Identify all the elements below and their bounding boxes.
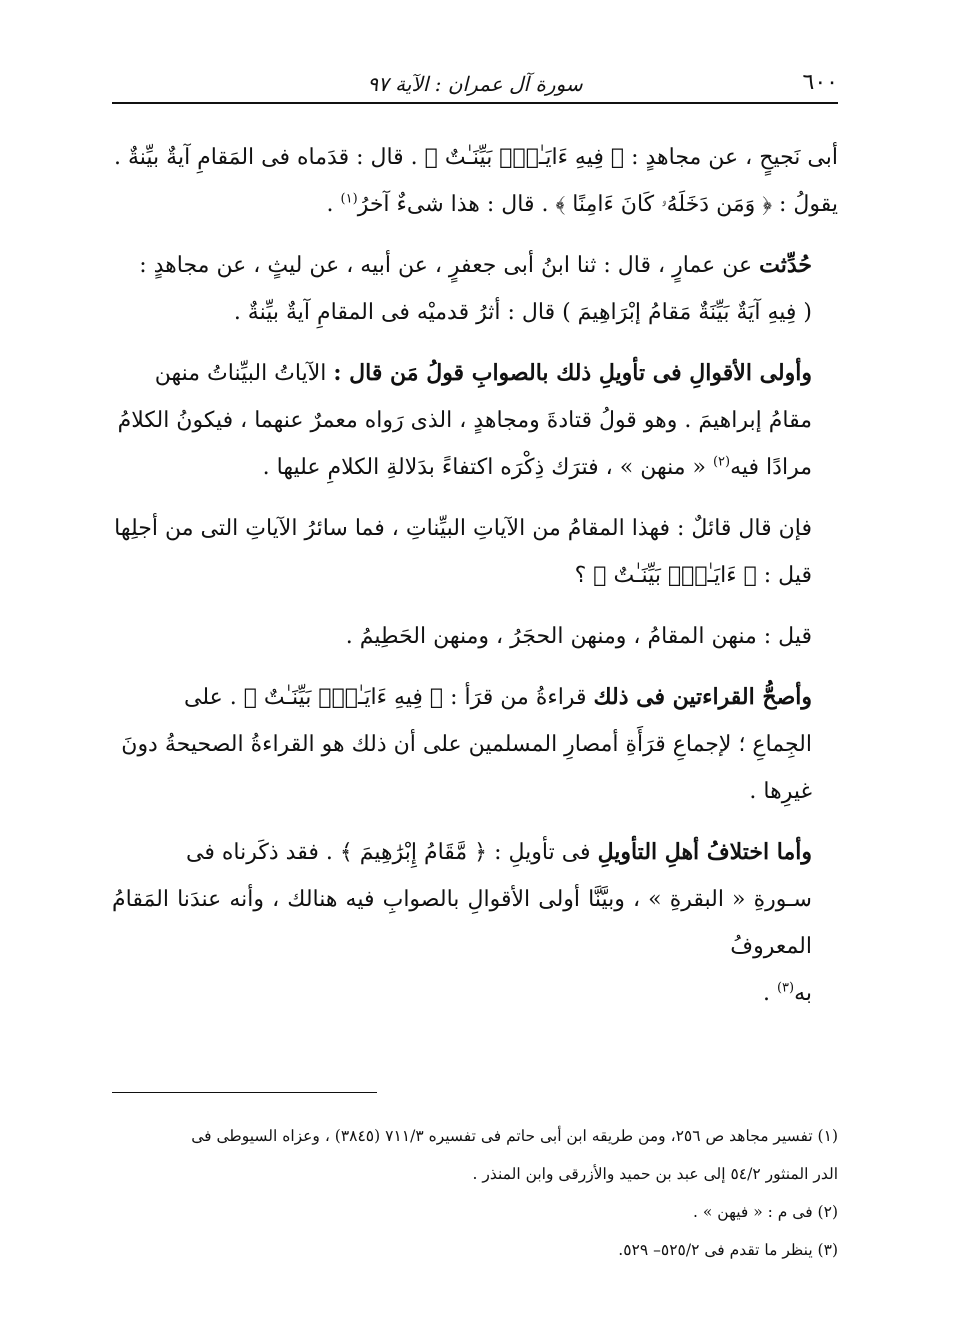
bold-lead: وأصحُّ القراءتين فى ذلك — [593, 684, 812, 710]
footnote-separator — [112, 1092, 377, 1093]
paragraph-5 — [112, 613, 838, 660]
footnote-3: (٣) ينظر ما تقدم فى ٥٢٥/٢– ٥٢٩. — [618, 1241, 838, 1259]
running-title: سورة آل عمران : الآية ٩٧ — [367, 72, 583, 96]
footnote-marker-2: (٢) — [712, 454, 731, 470]
text-line: مقامُ إبراهيمَ . وهو قولُ قتادةَ ومجاهدٍ ، الذى رَواه معمرٌ عنهما ، فيكونُ الكلامُ — [117, 408, 812, 433]
text-line: قراءةُ من قرَأ : ﴿ فِيهِ ءَايَـٰتٌۢ بَيِّنَـٰتٌ ﴾ . على — [184, 685, 594, 710]
text-line: أبى نَجيحٍ ، عن مجاهدٍ : ﴿ فِيهِ ءَايَـٰتٌۢ بَيِّنَـٰتٌ ﴾ . قال : قدَماه فى المَقامِ آيةٌ بيِّنةٌ . — [113, 145, 838, 170]
text-line: فإن قال قائلٌ : فهذا المقامُ من الآياتِ البيِّناتِ ، فما سائرُ الآياتِ التى من أجلِها — [114, 516, 812, 541]
page-header — [112, 62, 838, 104]
paragraph-2 — [112, 242, 838, 336]
text-line: « منهن » ، فترَك ذِكْرَه اكتفاءً بدَلالةِ الكلامِ عليها . — [262, 455, 713, 480]
footnote-2: (٢) فى م : « فيهن » . — [693, 1203, 838, 1221]
text-line: غيرِها . — [749, 779, 812, 804]
text-line: ( فِيهِ آيَةٌ بَيِّنَةٌ مَقامُ إبْرَاهِيمَ ) قال : أثرُ قدميْه فى المقامِ آيةٌ بيِّنةٌ . — [233, 300, 812, 325]
text-line: عن عمارٍ ، قال : ثنا ابنُ أبى جعفرٍ ، عن أبيه ، عن ليثٍ ، عن مجاهدٍ : — [139, 253, 760, 278]
text-line: الآياتُ البيِّناتُ منهن — [154, 361, 334, 386]
text-line: يقولُ : ﴿ وَمَن دَخَلَهُۥ كَانَ ءَامِنًا ﴾ . قال : هذا شىءٌ آخرُ — [357, 192, 838, 217]
main-text — [112, 134, 838, 1017]
paragraph-4 — [112, 505, 838, 599]
footnotes — [112, 1117, 838, 1269]
text-line: به — [794, 981, 812, 1006]
bold-lead: حُدِّثت — [759, 252, 812, 278]
footnote-line: (١) تفسير مجاهد ص ٢٥٦، ومن طريقه ابن أبى حاتم فى تفسيره ٧١١/٣ (٣٨٤٥) ، وعزاه السيوطى فى — [191, 1127, 838, 1145]
text-line: مرادًا فيه — [730, 455, 812, 480]
paragraph-1 — [112, 134, 838, 228]
text-line: سـورةِ « البقرةِ » ، وبيَّنَّا أولى الأقوالِ بالصوابِ فيه هنالك ، وأنه عندَنا المَقامُ المعروفُ — [112, 887, 812, 959]
footnote-1 — [112, 1117, 838, 1193]
paragraph-6 — [112, 674, 838, 815]
footnote-line: الدر المنثور ٥٤/٢ إلى عبد بن حميد والأزرقى وابن المنذر . — [472, 1165, 838, 1183]
footnote-marker-3: (٣) — [776, 980, 795, 996]
page-number: ٦٠٠ — [802, 70, 838, 95]
footnote-marker-1: (١) — [340, 191, 358, 207]
text-line: الجِماعِ ؛ لإجماعِ قرَأَةِ أمصارِ المسلمين على أن ذلك هو القراءةُ الصحيحةُ دونَ — [121, 732, 812, 757]
bold-lead: وأما اختلافُ أهلِ التأويلِ — [597, 839, 812, 865]
paragraph-7 — [112, 829, 838, 1017]
text-line: . — [326, 192, 341, 217]
text-line: قيل : منهن المقامُ ، ومنهن الحجَرُ ، ومنهن الحَطِيمُ . — [345, 624, 812, 649]
paragraph-3 — [112, 350, 838, 491]
text-line: . — [762, 981, 777, 1006]
text-line: فى تأويلِ : ﴿ مَّقَامُ إِبْرَٰهِيمَ ﴾ . فقد ذكَرناه فى — [186, 840, 598, 865]
bold-lead: وأولى الأقوالِ فى تأويلِ ذلك بالصوابِ قولُ مَن قال : — [333, 360, 812, 386]
text-line: قيل : ﴿ ءَايَـٰتٌۢ بَيِّنَـٰتٌ ﴾ ؟ — [574, 563, 812, 588]
page — [112, 62, 838, 1259]
